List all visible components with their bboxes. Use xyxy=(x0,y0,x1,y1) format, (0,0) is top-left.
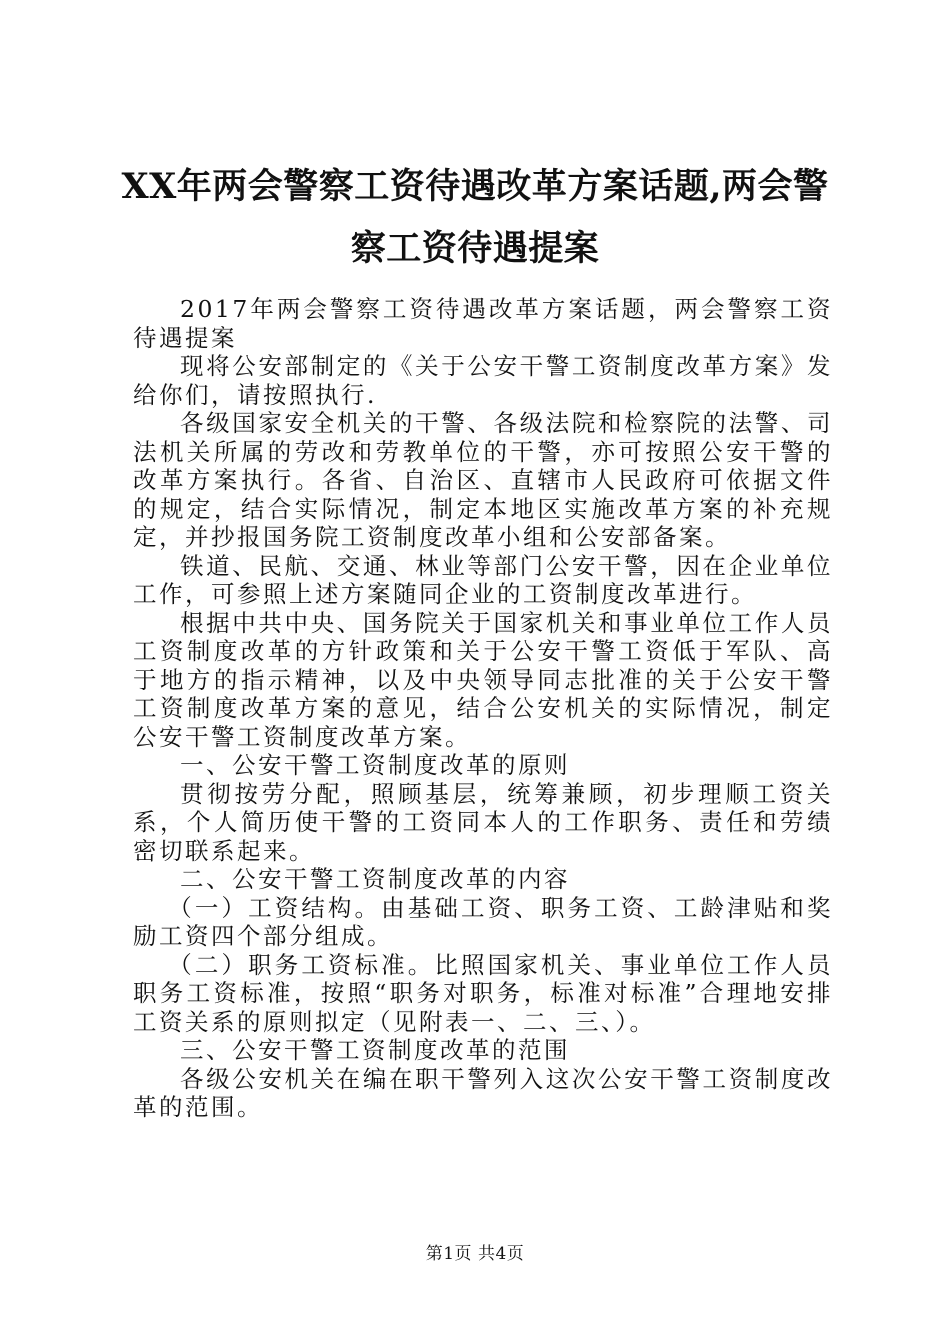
page-number-footer: 第1页 共4页 xyxy=(425,1244,525,1264)
paragraph-notice: 现将公安部制定的《关于公安干警工资制度改革方案》发给你们，请按照执行. xyxy=(133,352,833,409)
paragraph-principles: 贯彻按劳分配，照顾基层，统筹兼顾，初步理顺工资关系，个人简历使干警的工资同本人的工作职务、责任和劳绩密切联系起来。 xyxy=(133,779,833,865)
document-body xyxy=(133,295,833,1122)
paragraph-policy-basis: 根据中共中央、国务院关于国家机关和事业单位工作人员工资制度改革的方针政策和关于公安干警工资低于军队、高于地方的指示精神，以及中央领导同志批准的关于公安干警工资制度改革方案的意见，结合公安机关的实际情况，制定公安干警工资制度改革方案。 xyxy=(133,608,833,751)
section-heading-principles: 一、公安干警工资制度改革的原则 xyxy=(180,751,570,779)
paragraph-wage-standard: （二）职务工资标准。比照国家机关、事业单位工作人员职务工资标准，按照“职务对职务，标准对标准”合理地安排工资关系的原则拟定（见附表一、二、三、）。 xyxy=(133,950,833,1036)
paragraph-wage-structure: （一）工资结构。由基础工资、职务工资、工龄津贴和奖励工资四个部分组成。 xyxy=(133,893,833,950)
section-heading-content: 二、公安干警工资制度改革的内容 xyxy=(180,865,570,893)
section-heading-scope: 三、公安干警工资制度改革的范围 xyxy=(180,1036,570,1064)
paragraph-railway-police: 铁道、民航、交通、林业等部门公安干警，因在企业单位工作，可参照上述方案随同企业的工资制度改革进行。 xyxy=(133,551,833,608)
paragraph-scope-agencies: 各级国家安全机关的干警、各级法院和检察院的法警、司法机关所属的劳改和劳教单位的干警，亦可按照公安干警的改革方案执行。各省、自治区、直辖市人民政府可依据文件的规定，结合实际情况，制定本地区实施改革方案的补充规定，并抄报国务院工资制度改革小组和公安部备案。 xyxy=(133,409,833,551)
document-title: XX年两会警察工资待遇改革方案话题,两会警察工资待遇提案 xyxy=(121,166,829,269)
paragraph-scope: 各级公安机关在编在职干警列入这次公安干警工资制度改革的范围。 xyxy=(133,1064,833,1121)
paragraph-intro: 2017年两会警察工资待遇改革方案话题，两会警察工资待遇提案 xyxy=(133,295,833,352)
